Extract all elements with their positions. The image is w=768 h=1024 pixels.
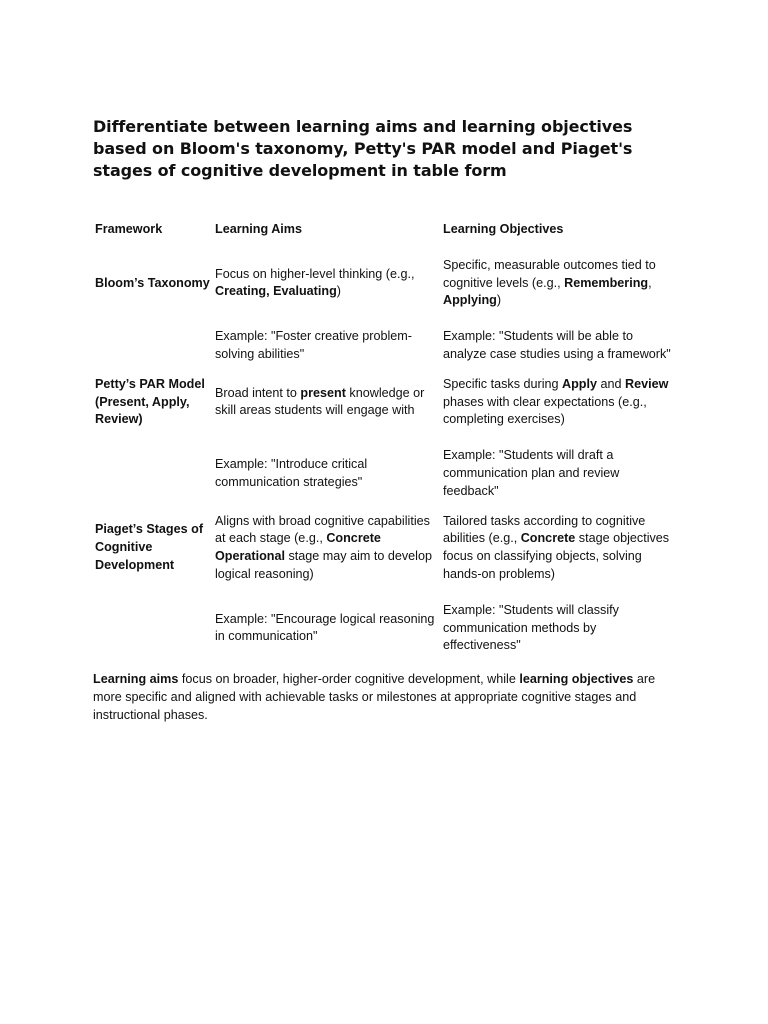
table-row [93, 590, 677, 661]
framework-cell: Piaget’s Stages of Cognitive Development [95, 522, 204, 573]
table-header-row [93, 218, 677, 251]
objectives-cell: Specific, measurable outcomes tied to cognitive levels (e.g., Remembering, Applying) [443, 257, 656, 308]
table-row [93, 435, 677, 506]
framework-cell-empty [93, 435, 213, 506]
aims-cell: Aligns with broad cognitive capabilities at each stage (e.g., Concrete Operational stage may aim to develop logical reasoning) [215, 513, 432, 581]
table-row [93, 507, 677, 590]
table-row [93, 316, 677, 370]
aims-example-cell: Example: "Encourage logical reasoning in communication" [215, 611, 435, 644]
header-framework: Framework [95, 222, 163, 236]
document-page [93, 116, 683, 737]
comparison-table [93, 218, 677, 661]
framework-cell: Petty’s PAR Model (Present, Apply, Review) [95, 376, 205, 427]
aims-cell: Broad intent to present knowledge or skill areas students will engage with [215, 385, 425, 418]
objectives-cell: Tailored tasks according to cognitive abilities (e.g., Concrete stage objectives focus on classifying objects, solving hands-on problems) [443, 513, 670, 581]
page-title: Differentiate between learning aims and learning objectives based on Bloom's taxonomy, Petty's PAR model and Piaget's stages of cognitive development in table form [93, 117, 633, 180]
table-row [93, 370, 677, 435]
objectives-cell: Specific tasks during Apply and Review phases with clear expectations (e.g., completing exercises) [443, 376, 669, 427]
summary-paragraph: Learning aims focus on broader, higher-order cognitive development, while learning objectives are more specific and aligned with achievable tasks or milestones at appropriate cognitive stages and instructional phases. [93, 672, 656, 722]
aims-example-cell: Example: "Introduce critical communication strategies" [215, 457, 368, 489]
framework-cell: Bloom’s Taxonomy [95, 275, 210, 290]
header-learning-aims: Learning Aims [215, 222, 303, 236]
objectives-example-cell: Example: "Students will classify communication methods by effectiveness" [443, 602, 619, 653]
framework-cell-empty [93, 590, 213, 661]
aims-cell: Focus on higher-level thinking (e.g., Creating, Evaluating) [215, 266, 415, 299]
objectives-example-cell: Example: "Students will be able to analyze case studies using a framework" [443, 329, 671, 361]
header-learning-objectives: Learning Objectives [443, 222, 564, 236]
objectives-example-cell: Example: "Students will draft a communication plan and review feedback" [443, 448, 620, 498]
table-row [93, 251, 677, 316]
aims-example-cell: Example: "Foster creative problem-solving abilities" [215, 329, 412, 361]
framework-cell-empty [93, 316, 213, 370]
